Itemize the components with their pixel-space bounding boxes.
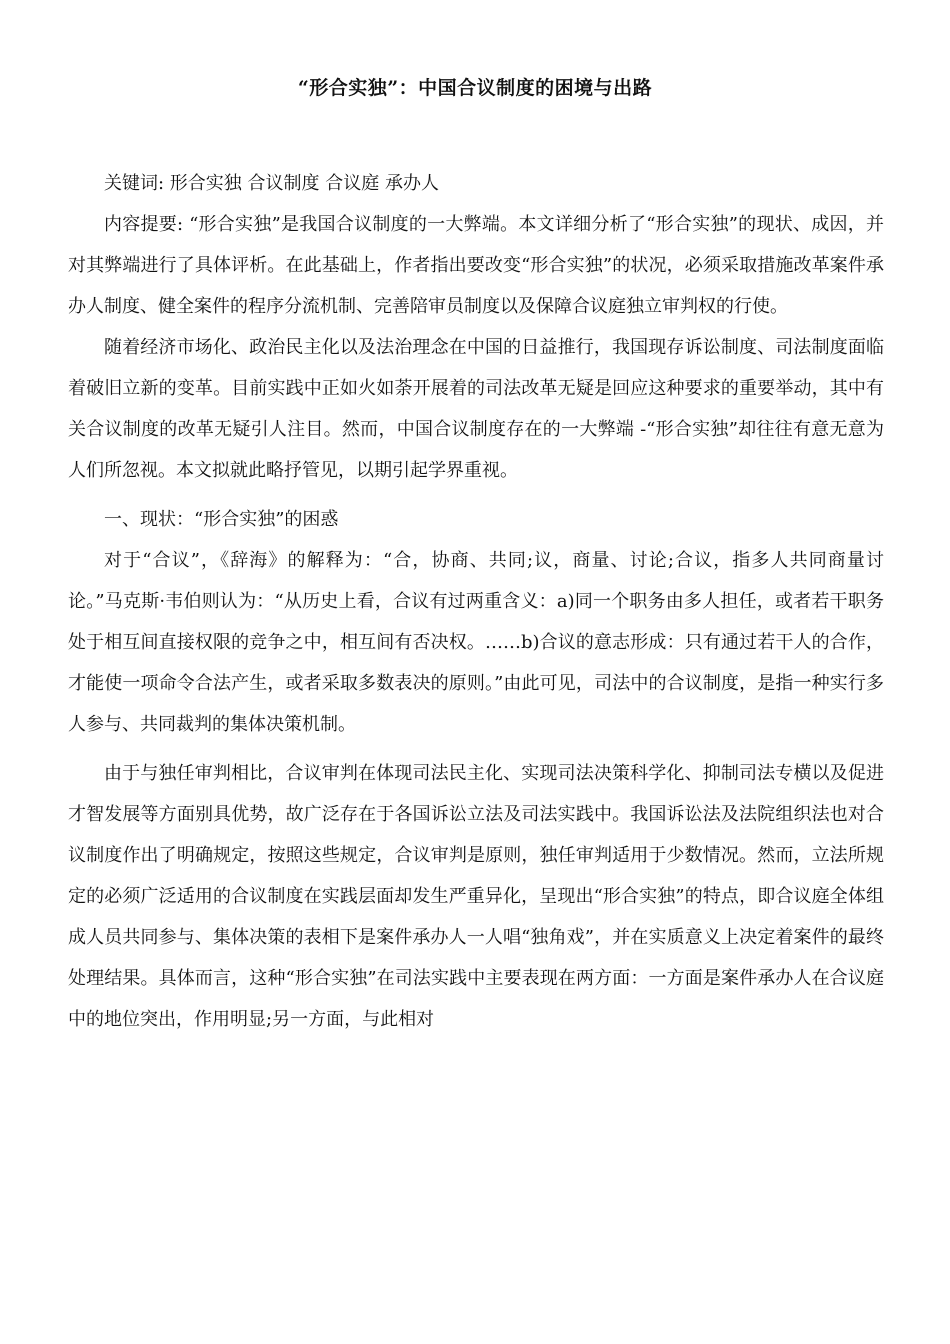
body-paragraph: 由于与独任审判相比，合议审判在体现司法民主化、实现司法决策科学化、抑制司法专横以及促进才智发展等方面别具优势，故广泛存在于各国诉讼立法及司法实践中。我国诉讼法及法院组织法也对合议制度作出了明确规定，按照这些规定，合议审判是原则，独任审判适用于少数情况。然而，立法所规定的必须广泛适用的合议制度在实践层面却发生严重异化，呈现出“形合实独”的特点，即合议庭全体组成人员共同参与、集体决策的表相下是案件承办人一人唱“独角戏”，并在实质意义上决定着案件的最终处理结果。具体而言，这种“形合实独”在司法实践中主要表现在两方面：一方面是案件承办人在合议庭中的地位突出，作用明显;另一方面，与此相对: [68, 763, 884, 1030]
body-paragraph: 对于“合议”，《辞海》的解释为：“合，协商、共同;议，商量、讨论;合议，指多人共同商量讨论。”马克斯·韦伯则认为：“从历史上看，合议有过两重含义：a)同一个职务由多人担任，或者若干职务处于相互间直接权限的竞争之中，相互间有否决权。……b)合议的意志形成：只有通过若干人的合作，才能使一项命令合法产生，或者采取多数表决的原则。”由此可见，司法中的合议制度，是指一种实行多人参与、共同裁判的集体决策机制。: [68, 550, 884, 735]
abstract-paragraph: 内容提要: “形合实独”是我国合议制度的一大弊端。本文详细分析了“形合实独”的现状、成因，并对其弊端进行了具体评析。在此基础上，作者指出要改变“形合实独”的状况，必须采取措施改革案件承办人制度、健全案件的程序分流机制、完善陪审员制度以及保障合议庭独立审判权的行使。: [68, 214, 884, 317]
intro-paragraph: 随着经济市场化、政治民主化以及法治理念在中国的日益推行，我国现存诉讼制度、司法制度面临着破旧立新的变革。目前实践中正如火如荼开展着的司法改革无疑是回应这种要求的重要举动，其中有关合议制度的改革无疑引人注目。然而，中国合议制度存在的一大弊端 -“形合实独”却往往有意无意为人们所忽视。本文拟就此略抒管见，以期引起学界重视。: [68, 337, 884, 481]
document-title: “形合实独”：中国合议制度的困境与出路: [297, 77, 653, 99]
section-heading: 一、现状：“形合实独”的困惑: [104, 509, 339, 530]
keywords-paragraph: 关键词: 形合实独 合议制度 合议庭 承办人: [104, 173, 439, 194]
document-body: [68, 163, 884, 1040]
